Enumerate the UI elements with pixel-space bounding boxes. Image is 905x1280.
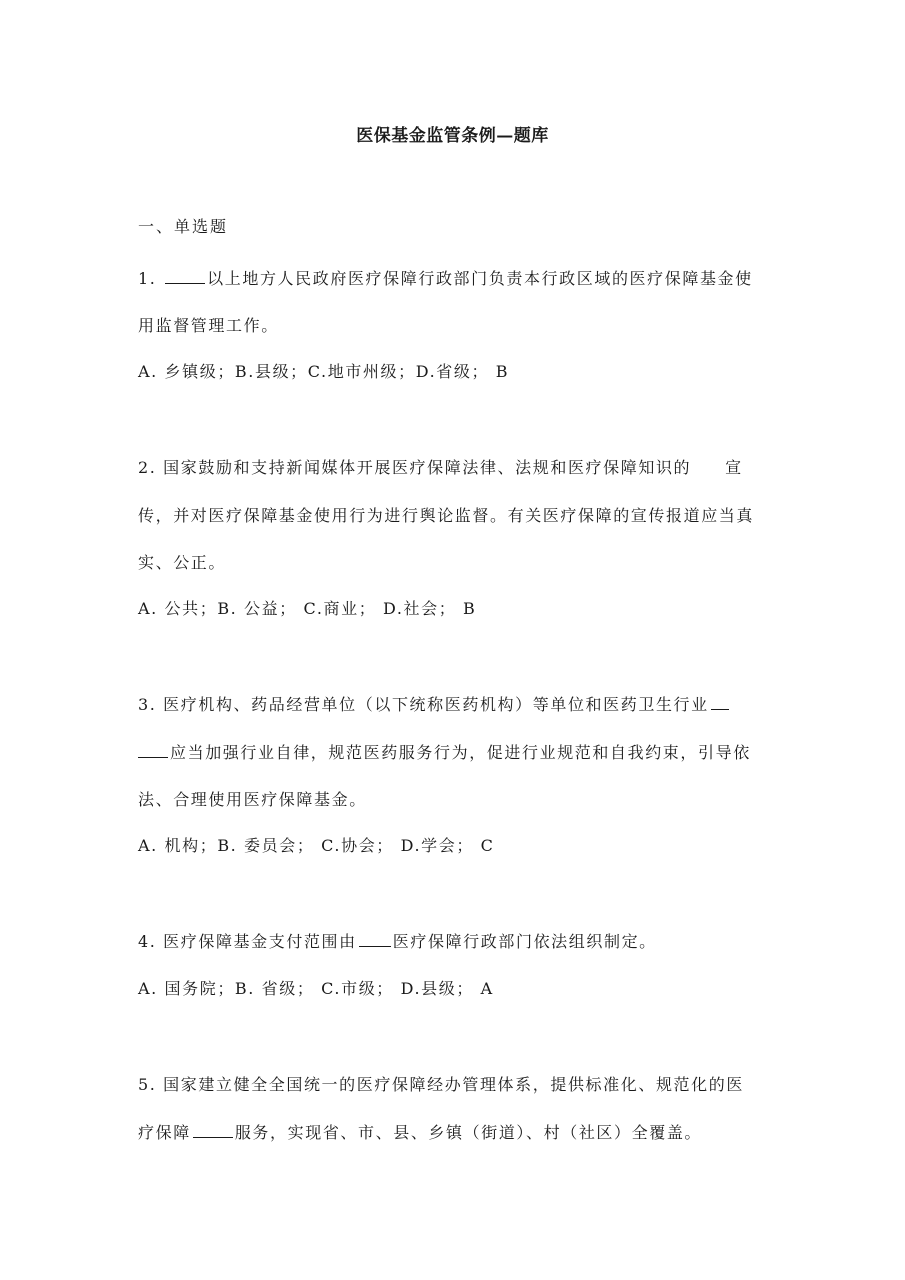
q4-options: A. 国务院；B. 省级； C.市级； D.县级； A [138, 979, 494, 998]
q1-blank [165, 282, 205, 284]
section-heading: 一、单选题 [138, 217, 229, 236]
q2-line1 [138, 455, 743, 478]
q2-line3: 实、公正。 [138, 553, 227, 572]
q4-text-end: 医疗保障行政部门依法组织制定。 [392, 932, 657, 951]
q3-blank-b [138, 756, 168, 758]
page-title: 医保基金监管条例—题库 [356, 126, 549, 146]
q1-line1 [138, 266, 753, 289]
q3-line2 [138, 740, 751, 763]
q4-text: 4. 医疗保障基金支付范围由 [138, 932, 357, 951]
q5-text-end: 服务，实现省、市、县、乡镇（街道）、村（社区）全覆盖。 [234, 1123, 703, 1142]
q5-blank [193, 1136, 233, 1138]
q1-line2: 用监督管理工作。 [138, 316, 279, 335]
q5-line2 [138, 1120, 702, 1143]
q1-number: 1. [138, 269, 157, 288]
q3-line1 [138, 692, 731, 715]
q5-text: 疗保障 [138, 1123, 191, 1142]
q2-line2: 传，并对医疗保障基金使用行为进行舆论监督。有关医疗保障的宣传报道应当真 [138, 506, 755, 525]
q3-options: A. 机构；B. 委员会； C.协会； D.学会； C [138, 836, 495, 855]
q3-text-cont: 应当加强行业自律，规范医药服务行为，促进行业规范和自我约束，引导依 [170, 743, 751, 762]
q2-text: 2. 国家鼓励和支持新闻媒体开展医疗保障法律、法规和医疗保障知识的 [138, 458, 692, 477]
q2-text-end: 宣 [725, 458, 743, 477]
q1-options: A. 乡镇级；B.县级；C.地市州级；D.省级； B [138, 362, 510, 381]
q3-text: 3. 医疗机构、药品经营单位（以下统称医药机构）等单位和医药卫生行业 [138, 695, 709, 714]
q2-options: A. 公共；B. 公益； C.商业； D.社会； B [138, 599, 477, 618]
q1-text: 以上地方人民政府医疗保障行政部门负责本行政区域的医疗保障基金使 [207, 269, 753, 288]
q4-line1 [138, 929, 657, 952]
q3-line3: 法、合理使用医疗保障基金。 [138, 790, 367, 809]
q3-blank-a [711, 708, 729, 710]
q5-line1: 5. 国家建立健全全国统一的医疗保障经办管理体系，提供标准化、规范化的医 [138, 1075, 744, 1094]
q4-blank [359, 945, 391, 947]
